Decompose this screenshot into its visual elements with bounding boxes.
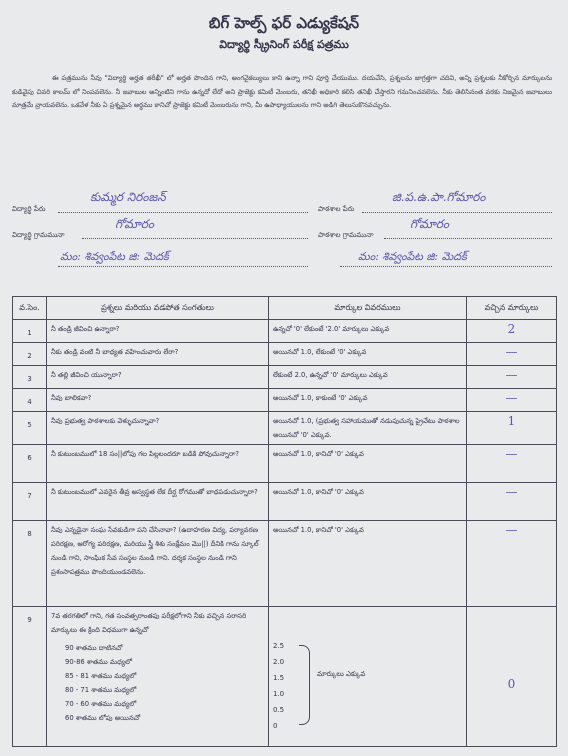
- row-score[interactable]: —: [467, 389, 557, 412]
- percentage-band-list: [65, 641, 264, 725]
- school-village-line: [384, 238, 552, 239]
- row-score[interactable]: —: [467, 521, 557, 607]
- table-row: [13, 412, 557, 445]
- row-question: నీ కుటుంబములో 18 సం||లోపు గల పిల్లలందరూ బడికి పోవుచున్నారా?: [47, 445, 269, 483]
- row-score[interactable]: —: [467, 483, 557, 521]
- scale-value: 1.0: [273, 690, 285, 698]
- scale-value: 2.0: [273, 658, 285, 666]
- table-row: [13, 320, 557, 343]
- col-header-marks-detail: మార్కుల వివరములు: [269, 297, 467, 320]
- student-name-line: [58, 212, 308, 213]
- col-header-question: ప్రశ్నలు మరియు వడపోత సంగతులు: [47, 297, 269, 320]
- mandal-district-value-right[interactable]: మం: శివ్వంపేట జి: మెదక్: [358, 250, 467, 263]
- mandal-line-left: [58, 266, 308, 267]
- row-score[interactable]: —: [467, 445, 557, 483]
- scale-value: 0.5: [273, 706, 285, 714]
- student-name-label: విద్యార్థి పేరు: [12, 205, 46, 213]
- row-number: 8: [13, 521, 47, 607]
- scale-value: 2.5: [273, 642, 285, 650]
- row-score[interactable]: —: [467, 343, 557, 366]
- table-row: [13, 389, 557, 412]
- row-number: 9: [13, 607, 47, 747]
- table-row: [13, 483, 557, 521]
- row-marks-detail: అయినచో 1.0, లేకుంటే '0' ఎక్కువ: [269, 343, 467, 366]
- row-number: 7: [13, 483, 47, 521]
- mandal-line-right: [340, 266, 552, 267]
- school-village-label: పాఠశాల గ్రామమునా: [318, 231, 374, 239]
- instructions-paragraph: ఈ పత్రమును నీవు "విద్యార్థి అర్హత తరీఖీ" లో అర్హత పొందిన గాని, అంగవైకల్యులు కాని ఉన్నా గాని పూర్తి చేయుము. దయచేసి, ప్రశ్నలను జాగ్రత్తగా చదివి, అన్ని ప్రశ్నలకు నీకోర్చిన మార్కులను కుడివైపు చివరి కాలమ్ లో నింపవలెను. నీ జవాబుల అన్నింటిని గాను ఉన్నదో లేదో అని ప్రాజెక్టు కమిటీ మెంబరు, తనిఖీ అధికారి కలిసి తనిఖీ చేస్తారని గమనించవలెను. నీకు తెలిసినంత వరకు నిజమైన జవాబులు మాత్రమే వ్రాయవలెను. ఒకవేళ నీకు ఏ ప్రశ్నమైన అర్థము కానిచో ప్రాజెక్టు కమిటీ మెంబరును గాని, మీ ఉపాధ్యాయులను గాని అడిగి తెలుసుకొనవచ్చును.: [12, 74, 552, 109]
- row-question: నీకు తండ్రి వంటి నీ బాధ్యత వహించువారు లేరా?: [47, 343, 269, 366]
- row-marks-detail: అయినచో 1.0, (ప్రభుత్వ సహాయముతో నడుపుచున్న ప్రైవేటు పాఠశాల అయినచో '0' ఎక్కువ.: [269, 412, 467, 445]
- row-score[interactable]: 2: [467, 320, 557, 343]
- row-question: నీ కుటుంబములో ఎవరైన తీవ్ర అస్వస్థత లేక దీర్ఘ రోగముతో బాధపడుచున్నారా?: [47, 483, 269, 521]
- percentage-band: 85 - 81 శాతము మధ్యలో: [65, 672, 137, 680]
- student-name-value[interactable]: కుమ్మర నిరంజన్: [90, 190, 166, 204]
- row-marks-detail: ఉన్నచో '0' లేకుంటే '2.0' మార్కులు ఎక్కువ: [269, 320, 467, 343]
- table-row: [13, 366, 557, 389]
- form-title: బిగ్ హెల్ప్ ఫర్ ఎడ్యుకేషన్: [208, 14, 360, 32]
- percentage-band: 90-86 శాతము మధ్యలో: [65, 658, 132, 666]
- row-question: నీవు ప్రభుత్వ పాఠశాలకు వెళ్ళుచున్నావా?: [47, 412, 269, 445]
- scale-value: 0: [273, 722, 278, 730]
- row-marks-detail: అయినచో 1.0, కానిచో '0' ఎక్కువ: [269, 483, 467, 521]
- school-name-value[interactable]: జి.ప.ఉ.పా.గోమారం: [392, 190, 486, 204]
- row-marks-detail: అయినచో 1.0, కాకుంటే '0' ఎక్కువ: [269, 389, 467, 412]
- table-row: [13, 343, 557, 366]
- percentage-band: 70 - 60 శాతము మధ్యలో: [65, 700, 137, 708]
- row-marks-detail: అయినచో 1.0, కానిచో '0' ఎక్కువ: [269, 445, 467, 483]
- school-name-line: [362, 212, 552, 213]
- row-number: 4: [13, 389, 47, 412]
- student-village-label: విద్యార్థి గ్రామమునా: [12, 231, 65, 239]
- table-row: [13, 445, 557, 483]
- row-score[interactable]: 0: [467, 607, 557, 747]
- row-score[interactable]: —: [467, 366, 557, 389]
- mandal-district-value-left[interactable]: మం: శివ్వంపేట జి: మెదక్: [60, 250, 169, 263]
- scale-brace: [299, 645, 310, 725]
- row-question: నీ తల్లి జీవించి యున్నారా?: [47, 366, 269, 389]
- screening-table: [12, 296, 557, 747]
- row-question: నీవు ఎన్నడైనా సంఘ సేవకుడిగా పని చేసినావా? (ఉదాహరణ విద్య, పర్యావరణ పరిరక్షణ, ఆరోగ్య పరిరక్షణ, మరియు స్త్రీ శిశు సంక్షేమం మొ||) దీనికి గాను స్కూల్ నుండి గాని, సాంఘిక సేవ సంస్థల నుండి గాని. దర్శక సంస్థల నుండి గాని ప్రశంసాపత్రము పొందియుండవలెను.: [47, 521, 269, 607]
- percentage-band: 80 - 71 శాతము మధ్యలో: [65, 686, 137, 694]
- school-village-value[interactable]: గోమారం: [410, 217, 450, 231]
- row-number: 5: [13, 412, 47, 445]
- student-village-value[interactable]: గోమారం: [115, 217, 155, 231]
- row-number: 3: [13, 366, 47, 389]
- scale-value: 1.5: [273, 674, 285, 682]
- percentage-band: 60 శాతము లోపు అయినచో: [65, 714, 141, 722]
- form-subtitle: విద్యార్థి స్క్రీనింగ్ పరీక్ష పత్రము: [219, 38, 349, 51]
- row-question: 7వ తరగతిలో గాని, గత సంవత్సరాంతపు పరీక్షలోగాని నీకు వచ్చిన సరాసరి మార్కులు ఈ క్రింది విధముగా ఉన్నచో: [51, 612, 247, 634]
- percentage-band: 90 శాతము దాటినచో: [65, 644, 123, 652]
- row-marks-scale-cell: [269, 607, 467, 747]
- row-number: 2: [13, 343, 47, 366]
- table-header-row: [13, 297, 557, 320]
- row-marks-detail: అయినచో 1.0, కానిచో '0' ఎక్కువ: [269, 521, 467, 607]
- marks-scale: [273, 639, 462, 729]
- col-header-marks-obtained: వచ్చిన మార్కులు: [467, 297, 557, 320]
- row-question: నీ తండ్రి జీవించి ఉన్నారా?: [47, 320, 269, 343]
- student-village-line: [82, 238, 308, 239]
- school-name-label: పాఠశాల పేరు: [318, 205, 355, 213]
- row-score[interactable]: 1: [467, 412, 557, 445]
- table-row: [13, 521, 557, 607]
- row-number: 1: [13, 320, 47, 343]
- table-row: [13, 607, 557, 747]
- col-header-serial: వ.సెం.: [13, 297, 47, 320]
- row-question-9: [47, 607, 269, 747]
- row-number: 6: [13, 445, 47, 483]
- row-question: నీవు బాలికవా?: [47, 389, 269, 412]
- row-marks-detail: లేకుంటే 2.0, ఉన్నచో '0' మార్కులు ఎక్కువ: [269, 366, 467, 389]
- scale-label: మార్కులు ఎక్కువ: [317, 670, 366, 678]
